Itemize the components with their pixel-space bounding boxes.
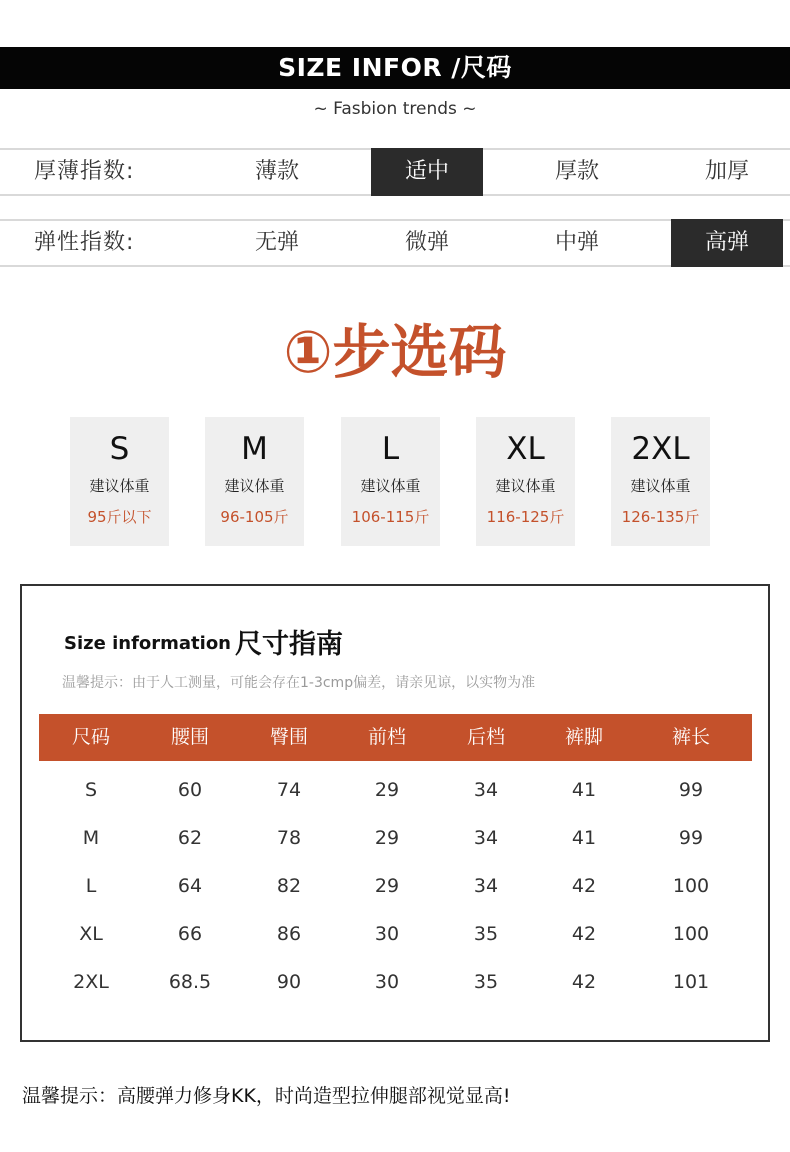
table-row bbox=[39, 958, 752, 1006]
column-header: 前档 bbox=[367, 726, 407, 748]
size-label: XL bbox=[506, 431, 545, 467]
guide-title-cn: 尺寸指南 bbox=[235, 629, 343, 660]
table-cell: 2XL bbox=[73, 971, 109, 993]
table-cell: 82 bbox=[276, 875, 302, 897]
size-weight: 126-135斤 bbox=[621, 508, 700, 526]
table-cell: 99 bbox=[678, 779, 704, 801]
size-weight: 95斤以下 bbox=[87, 508, 152, 526]
table-cell: 30 bbox=[374, 923, 400, 945]
table-cell: 34 bbox=[473, 779, 499, 801]
table-cell: 30 bbox=[374, 971, 400, 993]
thickness-option-thick: 厚款 bbox=[554, 159, 599, 184]
table-cell: 62 bbox=[177, 827, 203, 849]
size-tip: 建议体重 bbox=[630, 477, 691, 495]
column-header: 尺码 bbox=[71, 726, 111, 748]
table-cell: 60 bbox=[177, 779, 203, 801]
elasticity-index-row bbox=[0, 219, 790, 267]
measurement-note: 温馨提示：由于人工测量，可能会存在1-3cmp偏差，请亲见谅，以实物为准 bbox=[62, 675, 536, 691]
column-header: 臀围 bbox=[269, 726, 309, 748]
size-tip: 建议体重 bbox=[89, 477, 150, 495]
table-cell: 68.5 bbox=[168, 971, 212, 993]
elasticity-option-medium: 中弹 bbox=[554, 230, 599, 255]
table-cell: 74 bbox=[276, 779, 302, 801]
table-cell: 86 bbox=[276, 923, 302, 945]
thickness-option-extra-thick: 加厚 bbox=[704, 159, 749, 184]
table-cell: 29 bbox=[374, 827, 400, 849]
table-cell: 34 bbox=[473, 875, 499, 897]
table-cell: 35 bbox=[473, 971, 499, 993]
thickness-option-thin: 薄款 bbox=[254, 159, 299, 184]
size-label: L bbox=[381, 431, 400, 467]
table-cell: 99 bbox=[678, 827, 704, 849]
elasticity-option-high: 高弹 bbox=[671, 219, 783, 267]
table-cell: 29 bbox=[374, 779, 400, 801]
table-header bbox=[39, 714, 752, 761]
table-cell: L bbox=[85, 875, 97, 897]
guide-title-en: Size information bbox=[64, 633, 232, 654]
size-label: S bbox=[109, 431, 130, 467]
size-info-banner: SIZE INFOR /尺码 bbox=[0, 47, 790, 89]
elasticity-option-none: 无弹 bbox=[254, 230, 299, 255]
size-weight: 96-105斤 bbox=[220, 508, 289, 526]
table-row bbox=[39, 766, 752, 814]
size-card-m bbox=[205, 417, 304, 546]
table-row bbox=[39, 814, 752, 862]
elasticity-option-slight: 微弹 bbox=[404, 230, 449, 255]
table-cell: 41 bbox=[571, 779, 597, 801]
size-label: 2XL bbox=[631, 431, 690, 467]
size-card-l bbox=[341, 417, 440, 546]
table-cell: 64 bbox=[177, 875, 203, 897]
table-row bbox=[39, 862, 752, 910]
thickness-label: 厚薄指数: bbox=[34, 159, 135, 184]
size-weight: 106-115斤 bbox=[351, 508, 430, 526]
table-cell: 66 bbox=[177, 923, 203, 945]
size-label: M bbox=[241, 431, 268, 467]
column-header: 裤脚 bbox=[564, 726, 604, 748]
step-title: ①步选码 bbox=[283, 318, 507, 386]
table-cell: 42 bbox=[571, 875, 597, 897]
thickness-index-row bbox=[0, 148, 790, 196]
table-row bbox=[39, 910, 752, 958]
column-header: 腰围 bbox=[170, 726, 210, 748]
size-tip: 建议体重 bbox=[495, 477, 556, 495]
size-guide-panel bbox=[20, 584, 770, 1042]
size-tip: 建议体重 bbox=[224, 477, 285, 495]
elasticity-label: 弹性指数: bbox=[34, 230, 135, 255]
table-cell: 34 bbox=[473, 827, 499, 849]
size-card-xl bbox=[476, 417, 575, 546]
table-cell: 100 bbox=[672, 923, 710, 945]
table-cell: 101 bbox=[672, 971, 710, 993]
thickness-option-medium: 适中 bbox=[371, 148, 483, 196]
table-cell: 42 bbox=[571, 971, 597, 993]
banner-subtitle: ~ Fasbion trends ~ bbox=[313, 99, 477, 119]
table-cell: 78 bbox=[276, 827, 302, 849]
table-cell: M bbox=[82, 827, 100, 849]
table-cell: 35 bbox=[473, 923, 499, 945]
size-card-2xl bbox=[611, 417, 710, 546]
table-cell: 90 bbox=[276, 971, 302, 993]
column-header: 裤长 bbox=[671, 726, 711, 748]
size-card-s bbox=[70, 417, 169, 546]
table-cell: XL bbox=[79, 923, 103, 945]
size-tip: 建议体重 bbox=[360, 477, 421, 495]
size-weight: 116-125斤 bbox=[486, 508, 565, 526]
table-cell: S bbox=[84, 779, 98, 801]
table-cell: 42 bbox=[571, 923, 597, 945]
table-cell: 29 bbox=[374, 875, 400, 897]
table-cell: 41 bbox=[571, 827, 597, 849]
column-header: 后档 bbox=[466, 726, 506, 748]
footer-note: 温馨提示：高腰弹力修身KK，时尚造型拉伸腿部视觉显高! bbox=[22, 1085, 511, 1107]
table-cell: 100 bbox=[672, 875, 710, 897]
